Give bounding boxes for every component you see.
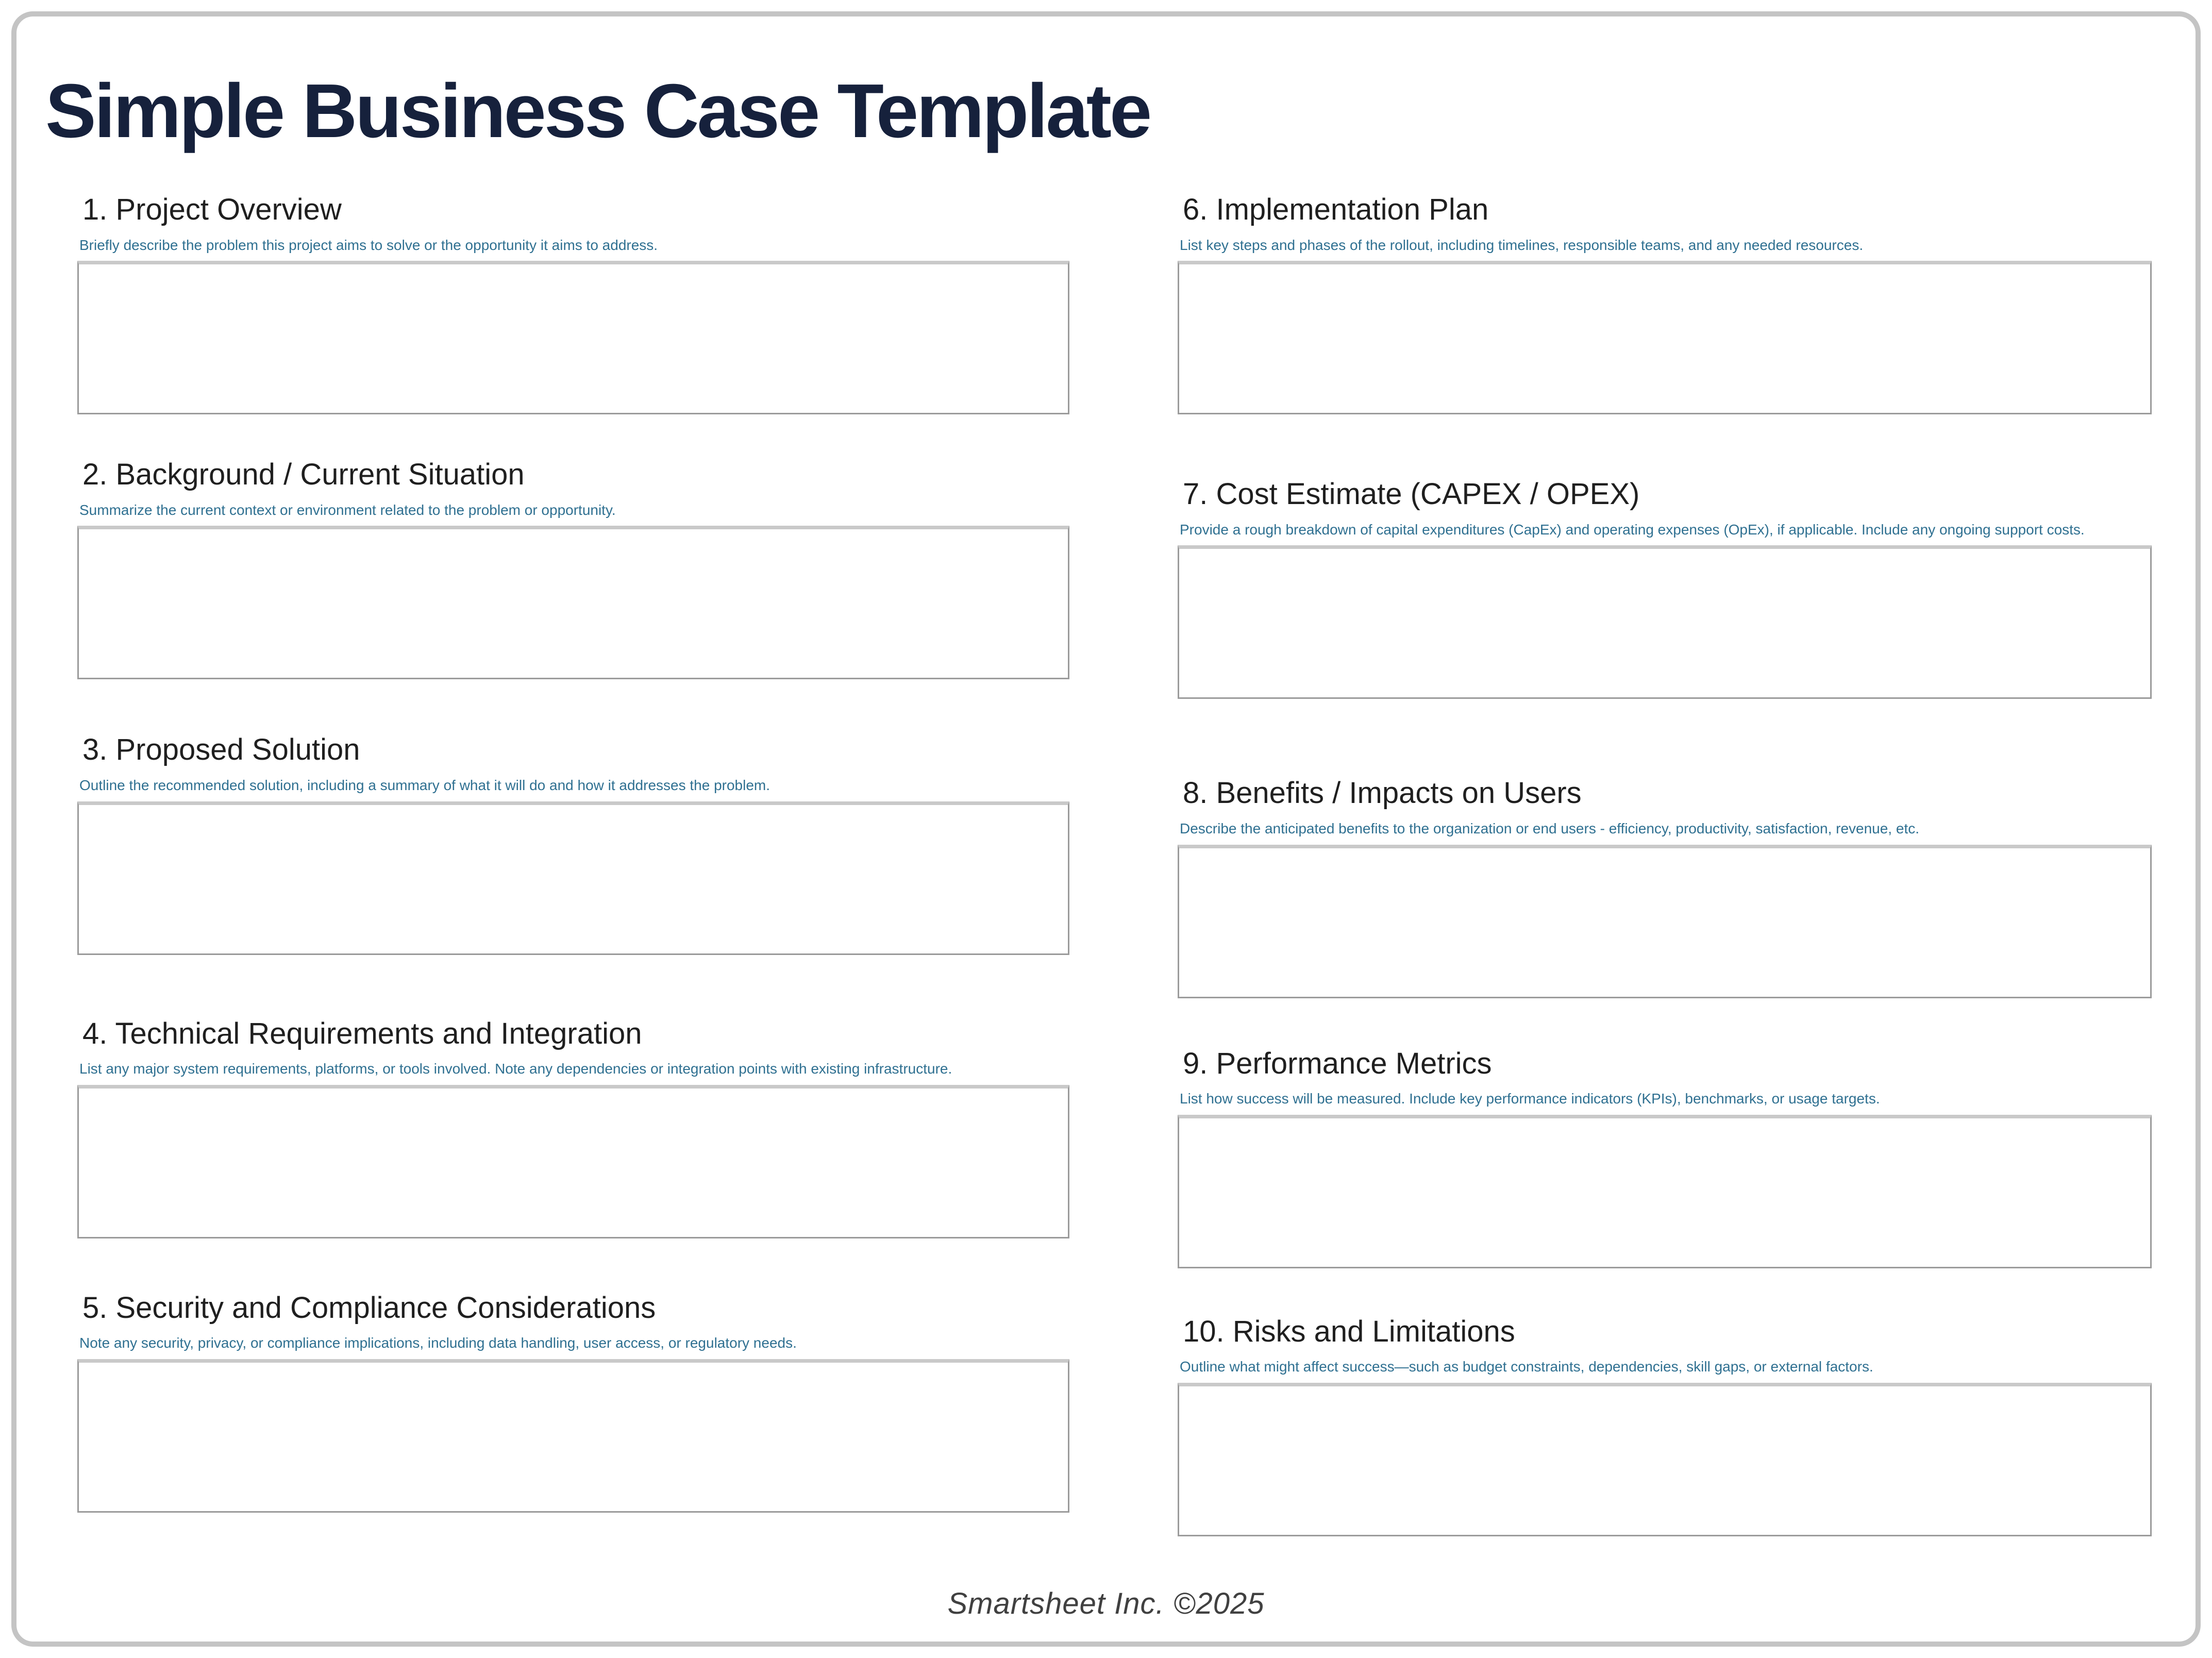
section-heading: 7. Cost Estimate (CAPEX / OPEX)	[1183, 477, 1640, 511]
section-heading: 10. Risks and Limitations	[1183, 1314, 1515, 1348]
section-background-current-situation	[77, 457, 1069, 679]
section-heading: 8. Benefits / Impacts on Users	[1183, 776, 1582, 810]
section-description: Describe the anticipated benefits to the organization or end users - efficiency, productivity, satisfaction, revenue, etc.	[1180, 820, 1919, 836]
section-benefits-impacts	[1178, 775, 2152, 998]
section-technical-requirements	[77, 1016, 1069, 1238]
cost-estimate-input-box[interactable]	[1178, 545, 2152, 699]
section-description: Briefly describe the problem this project aims to solve or the opportunity it aims to address.	[79, 237, 658, 253]
section-performance-metrics	[1178, 1046, 2152, 1268]
section-heading: 5. Security and Compliance Considerations	[82, 1291, 656, 1325]
section-heading: 1. Project Overview	[82, 193, 342, 226]
section-cost-estimate	[1178, 476, 2152, 699]
section-heading: 6. Implementation Plan	[1183, 193, 1489, 226]
page-title: Simple Business Case Template	[45, 69, 1150, 154]
performance-metrics-input-box[interactable]	[1178, 1115, 2152, 1268]
risks-limitations-input-box[interactable]	[1178, 1383, 2152, 1536]
proposed-solution-input-box[interactable]	[77, 801, 1069, 955]
section-heading: 9. Performance Metrics	[1183, 1046, 1492, 1080]
section-risks-limitations	[1178, 1314, 2152, 1536]
section-description: List how success will be measured. Include key performance indicators (KPIs), benchmarks, or usage targets.	[1180, 1091, 1880, 1107]
section-security-compliance	[77, 1290, 1069, 1513]
security-compliance-input-box[interactable]	[77, 1359, 1069, 1513]
template-columns	[77, 192, 2154, 1536]
section-description: Note any security, privacy, or compliance implications, including data handling, user access, or regulatory needs.	[79, 1335, 797, 1351]
section-proposed-solution	[77, 732, 1069, 954]
right-column	[1178, 192, 2152, 1536]
section-heading: 2. Background / Current Situation	[82, 458, 525, 492]
implementation-plan-input-box[interactable]	[1178, 261, 2152, 414]
section-description: Outline the recommended solution, including a summary of what it will do and how it addresses the problem.	[79, 777, 770, 793]
footer-copyright: Smartsheet Inc. ©2025	[947, 1587, 1265, 1620]
technical-requirements-input-box[interactable]	[77, 1085, 1069, 1238]
section-implementation-plan	[1178, 192, 2152, 414]
project-overview-input-box[interactable]	[77, 261, 1069, 414]
section-heading: 4. Technical Requirements and Integration	[82, 1016, 642, 1050]
background-input-box[interactable]	[77, 526, 1069, 679]
section-description: Summarize the current context or environment related to the problem or opportunity.	[79, 501, 616, 518]
section-heading: 3. Proposed Solution	[82, 733, 360, 767]
section-description: List key steps and phases of the rollout, including timelines, responsible teams, and any needed resources.	[1180, 237, 1864, 253]
section-description: Outline what might affect success—such as budget constraints, dependencies, skill gaps, or external factors.	[1180, 1359, 1873, 1375]
section-project-overview	[77, 192, 1069, 414]
section-description: List any major system requirements, platforms, or tools involved. Note any dependencies or integration points with existing infrastructure.	[79, 1061, 952, 1077]
benefits-impacts-input-box[interactable]	[1178, 845, 2152, 998]
left-column	[77, 192, 1069, 1513]
section-description: Provide a rough breakdown of capital expenditures (CapEx) and operating expenses (OpEx), if applicable. Include any ongoing support costs.	[1180, 521, 2085, 538]
